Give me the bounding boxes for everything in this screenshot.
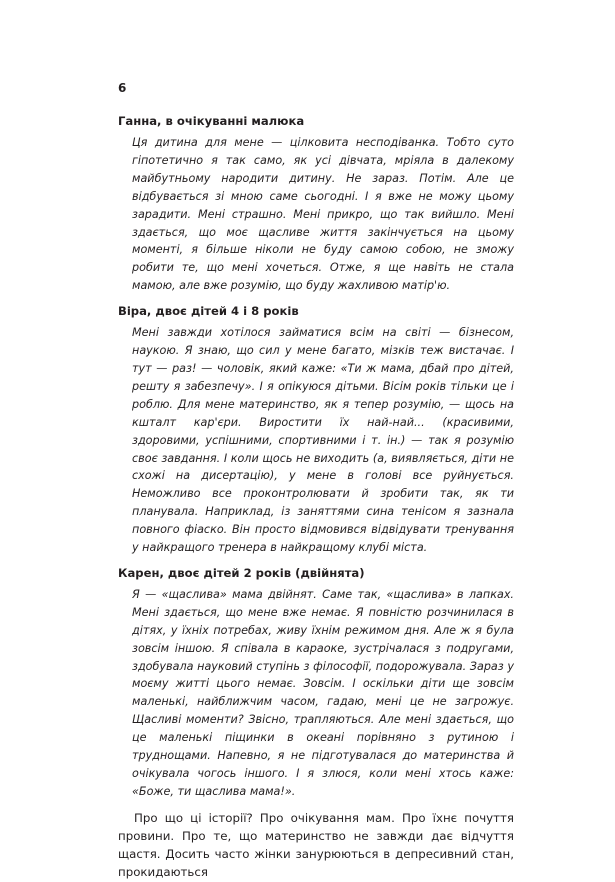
story-quote-hanna: Ця дитина для мене — цілковита несподіванка. Тобто суто гіпотетично я так само, як усі дівчата, мріяла в далекому майбутньому народити дитину. Не зараз. Потім. Але це відбувається зі мною саме сьогодні. І я вже не можу цьому зарадити. Мені страшно. Мені прикро, що так вийшло. Мені здається, що моє щасливе життя закінчується на цьому моменті, я більше ніколи не буду самою собою, не зможу робити те, що мені хочеться. Отже, я ще навіть не стала мамою, але вже розумію, що буду жахливою матір'ю. bbox=[132, 136, 514, 293]
page-number: 6 bbox=[118, 81, 127, 95]
story-heading-hanna: Ганна, в очікуванні малюка bbox=[118, 114, 305, 128]
story-quote-karen: Я — «щаслива» мама двійнят. Саме так, «щаслива» в лапках. Мені здається, що мене вже немає. Я повністю розчинилася в дітях, у їхніх потребах, живу їхнім режимом дня. Але ж я була зовсім іншою. Я співала в караоке, зустрічалася з подругами, здобувала науковий ступінь з філософії, подорожувала. Зараз у моєму житті цього немає. Зовсім. І оскільки діти ще зовсім маленькі, найближчим часом, гадаю, мені це не загрожує. Щасливі моменти? Звісно, трапляються. Але мені здається, що це маленькі піщинки в океані порівняно з рутиною і труднощами. Напевно, я не підготувалася до материнства й очікувала чогось іншого. І я злюся, коли мені хтось каже: «Боже, ти щаслива мама!». bbox=[132, 587, 514, 798]
closing-paragraph: Про що ці історії? Про очікування мам. Про їхнє почуття провини. Про те, що материнство не завжди дає відчуття щастя. Досить часто жінки занурюються в депресивний стан, прокидаються bbox=[118, 810, 514, 880]
story-quote-vira: Мені завжди хотілося займатися всім на світі — бізнесом, наукою. Я знаю, що сил у мене багато, мізків теж вистачає. І тут — раз! — чоловік, який каже: «Ти ж мама, дбай про дітей, решту я забезпечу». І я опікуюся дітьми. Вісім років тільки це і роблю. Для мене материнство, як я тепер розумію, — щось на кшталт кар'єри. Виростити їх най-най... (красивими, здоровими, успішними, спортивними і т. ін.) — так я розумію своє завдання. І коли щось не виходить (а, виявляється, діти не схожі на дисертацію), у мене в голові все руйнується. Неможливо все проконтролювати й зробити так, як ти планувала. Наприклад, із заняттями сина тенісом я зазнала повного фіаско. Він просто відмовився відвідувати тренування у найкращого тренера в найкращому клубі міста. bbox=[132, 326, 514, 555]
story-heading-karen: Карен, двоє дітей 2 років (двійнята) bbox=[118, 565, 365, 580]
page-content bbox=[118, 112, 514, 882]
story-heading-vira: Віра, двоє дітей 4 і 8 років bbox=[118, 304, 299, 319]
